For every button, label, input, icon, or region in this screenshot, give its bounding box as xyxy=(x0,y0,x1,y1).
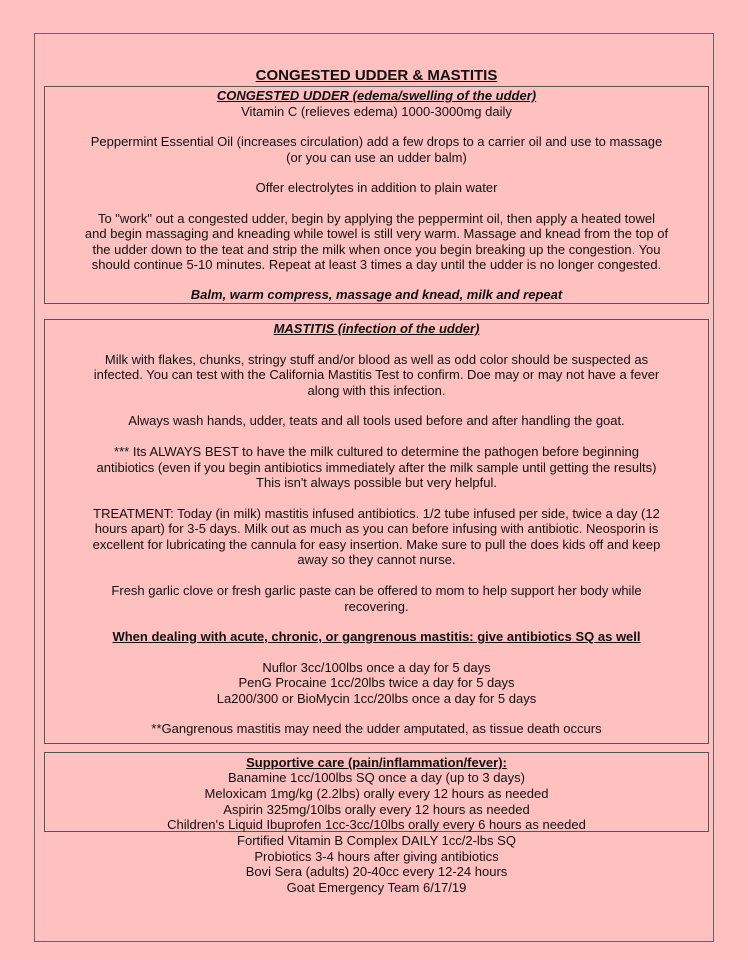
gangrenous-note: **Gangrenous mastitis may need the udder amputated, as tissue death occurs xyxy=(151,721,602,736)
garlic-line-2: recovering. xyxy=(344,599,409,614)
supportive-item: Children's Liquid Ibuprofen 1cc-3cc/10lbs orally every 6 hours as needed xyxy=(167,817,586,832)
culture-line-1: *** Its ALWAYS BEST to have the milk cultured to determine the pathogen before beginning xyxy=(114,444,639,459)
treatment-line-3: excellent for lubricating the cannula for easy insertion. Make sure to pull the does kids off and keep xyxy=(92,537,661,552)
treatment-line-1: TREATMENT: Today (in milk) mastitis infused antibiotics. 1/2 tube infused per side, twice a day (12 xyxy=(93,506,660,521)
work-line-1: To "work" out a congested udder, begin by applying the peppermint oil, then apply a heated towel xyxy=(97,211,656,226)
signs-line-3: along with this infection. xyxy=(307,383,446,398)
vitamin-c-text: Vitamin C (relieves edema) 1000-3000mg daily xyxy=(241,104,512,119)
supportive-item: Aspirin 325mg/10lbs orally every 12 hours as needed xyxy=(223,802,530,817)
congested-heading: CONGESTED UDDER (edema/swelling of the udder) xyxy=(216,88,537,103)
acute-heading: When dealing with acute, chronic, or gangrenous mastitis: give antibiotics SQ as well xyxy=(112,629,641,644)
footer-credit: Goat Emergency Team 6/17/19 xyxy=(286,880,467,895)
culture-line-3: This isn't always possible but very helpful. xyxy=(256,475,497,490)
treatment-line-2: hours apart) for 3-5 days. Milk out as much as you can before infusing with antibiotic. Neosporin is xyxy=(94,521,659,536)
electrolytes-text: Offer electrolytes in addition to plain water xyxy=(255,180,498,195)
extra-probiotics: Probiotics 3-4 hours after giving antibiotics xyxy=(254,849,499,864)
antibiotic-nuflor: Nuflor 3cc/100lbs once a day for 5 days xyxy=(262,660,491,675)
extra-bovi-sera: Bovi Sera (adults) 20-40cc every 12-24 hours xyxy=(245,864,508,879)
supportive-item: Meloxicam 1mg/kg (2.2lbs) orally every 12 hours as needed xyxy=(204,786,549,801)
supportive-item: Banamine 1cc/100lbs SQ once a day (up to 3 days) xyxy=(227,770,525,785)
extra-vitamin-b: Fortified Vitamin B Complex DAILY 1cc/2-lbs SQ xyxy=(237,833,516,848)
signs-line-2: infected. You can test with the California Mastitis Test to confirm. Doe may or may not have a fever xyxy=(93,367,660,382)
congested-summary: Balm, warm compress, massage and knead, milk and repeat xyxy=(190,287,563,302)
supportive-heading: Supportive care (pain/inflammation/fever): xyxy=(246,755,507,770)
signs-line-1: Milk with flakes, chunks, stringy stuff and/or blood as well as odd color should be suspected as xyxy=(104,352,649,367)
peppermint-line-1: Peppermint Essential Oil (increases circulation) add a few drops to a carrier oil and use to massage xyxy=(90,134,663,149)
page-title: CONGESTED UDDER & MASTITIS xyxy=(255,67,498,84)
work-line-2: and begin massaging and kneading while towel is still very warm. Massage and knead from the top of xyxy=(84,226,669,241)
antibiotic-peng: PenG Procaine 1cc/20lbs twice a day for 5 days xyxy=(238,675,515,690)
work-line-3: the udder down to the teat and strip the milk when once you begin breaking up the congestion. You xyxy=(92,242,661,257)
wash-text: Always wash hands, udder, teats and all tools used before and after handling the goat. xyxy=(128,413,625,428)
treatment-line-4: away so they cannot nurse. xyxy=(297,552,456,567)
work-line-4: should continue 5-10 minutes. Repeat at least 3 times a day until the udder is no longer congested. xyxy=(91,257,662,272)
mastitis-heading: MASTITIS (infection of the udder) xyxy=(273,321,480,336)
peppermint-line-2: (or you can use an udder balm) xyxy=(286,150,467,165)
garlic-line-1: Fresh garlic clove or fresh garlic paste can be offered to mom to help support her body while xyxy=(111,583,642,598)
antibiotic-la200: La200/300 or BioMycin 1cc/20lbs once a day for 5 days xyxy=(216,691,537,706)
culture-line-2: antibiotics (even if you begin antibiotics immediately after the milk sample until getting the results) xyxy=(96,460,657,475)
